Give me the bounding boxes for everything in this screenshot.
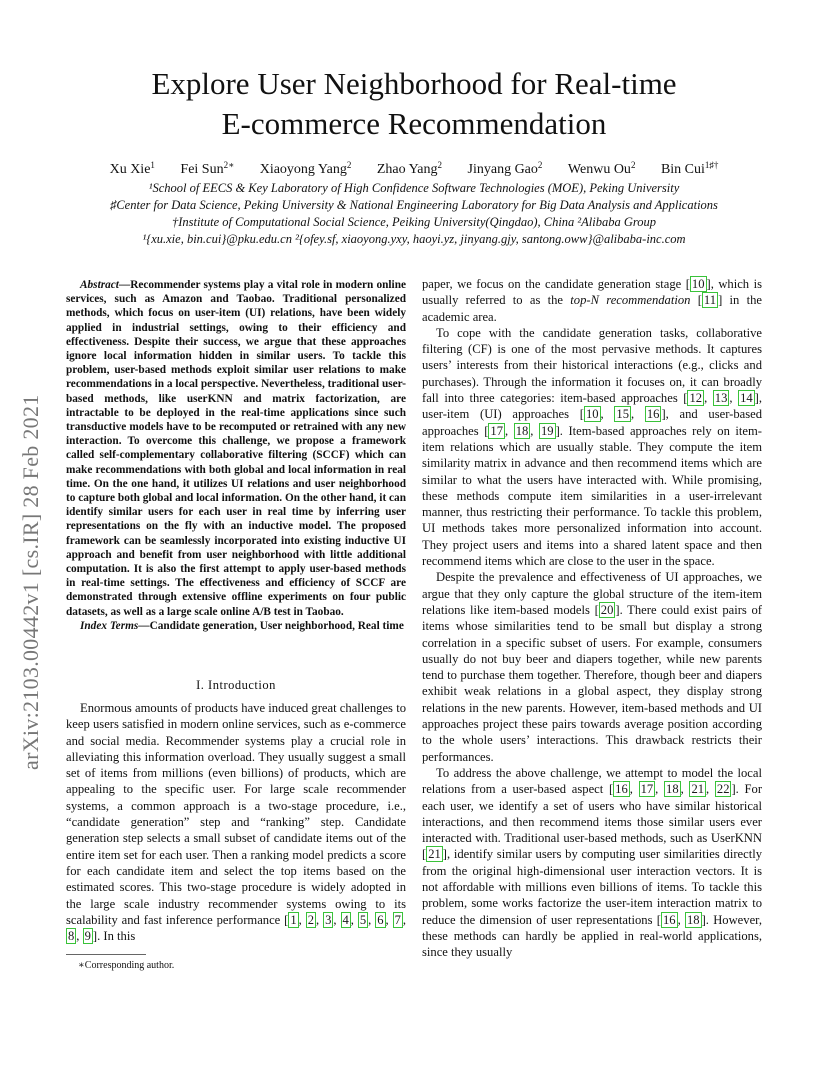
body-paragraph: Despite the prevalence and effectiveness of UI approaches, we argue that they only capture the global structure of the item-item relations like item-based models [ 20 ]. There could exist pairs of items whose similarities tend to be small but display a strong correlation in a specific subset of users. For example, consumers usually do not buy beer and diapers together, while new parents tend to purchase them together. Therefore, though beer and diapers exhibit weak relations in a global aspect, they display strong relations in the new parents. However, item-based methods and UI approaches project these pairs towards average position according to the whole users’ interactions. This drawback restricts their performances. [422, 570, 762, 764]
body-paragraph: To cope with the candidate generation tasks, collaborative filtering (CF) is one of the most pervasive methods. It captures users’ interests from their historical interactions (e.g., clicks and purchases). Through the information it focuses on, it can broadly fall into three categories: item-based approaches [ 12 , 13 , 14 ], user-item (UI) approaches [ 10 , 15 , 16 ], and user-based approaches [ 17 , 18 , 19 ]. Item-based approaches rely on item-item relations which are usually stable. They compute the item similarity matrix in advance and then recommend items which are similar to what the users have interacted with. While promising, these methods compute item similarities in a user-irrelevant manner, thus restricting their performance. To tackle this problem, UI methods takes more personalized information into account. They project users and items into a shared latent space and then recommend items which are close to the user in the space. [422, 325, 763, 569]
author: Fei Sun$^{2∗}$ [180, 160, 235, 177]
abstract [66, 278, 406, 633]
citation-link[interactable]: 2 [307, 912, 315, 927]
index-terms [66, 619, 406, 633]
author: Bin Cui$^{1♯\dagger}$ [660, 160, 719, 177]
citation-link[interactable]: 18 [686, 912, 700, 927]
author: Jinyang Gao$^2$ [467, 160, 543, 177]
citation-link[interactable]: 17 [490, 423, 503, 438]
citation-link[interactable]: 16 [615, 782, 628, 797]
citation-link[interactable]: 22 [716, 782, 730, 797]
citation-link[interactable]: 5 [359, 912, 367, 927]
citation-link[interactable]: 15 [616, 407, 629, 422]
title-line-1: Explore User Neighborhood for Real-time [151, 66, 677, 101]
citation-link[interactable]: 18 [515, 423, 529, 438]
citation-link[interactable]: 1 [290, 912, 297, 927]
citation-link[interactable]: 19 [540, 423, 554, 438]
citation-link[interactable]: 11 [703, 293, 717, 308]
citation-link[interactable]: 10 [585, 407, 599, 422]
author: Xiaoyong Yang$^2$ [259, 160, 352, 177]
abstract-text: —Recommender systems play a vital role in modern online services, such as Amazon and Taobao. Traditional personalized methods, which focus on user-item (UI) relations, have been widely applied in industrial settings, owing to their efficiency and effectiveness. Despite their success, we argue that these approaches ignore local information hidden in similar users. To tackle this problem, user-based methods exploit similar user relations to make recommendations in a local perspective. Nevertheless, traditional user-based methods, like userKNN and matrix factorization, are intractable to be deployed in the real-time applications since such transductive models have to be recomputed or retrained with any new interaction. To overcome this challenge, we propose a framework called self-complementary collaborative filtering (SCCF) which can make recommendations with both global and local information in real time. On the one hand, it utilizes UI relations and user neighborhood to capture both global and local information. On the other hand, it can identify similar users for each user in real time by inferring user representations on the fly with an inductive model. The proposed framework can be seamlessly incorporated into existing inductive UI approach and benefit from user neighborhood with little additional computation. It is also the first attempt to apply user-based methods in real-time settings. The effectiveness and efficiency of SCCF are demonstrated through extensive offline experiments on four public datasets, as well as a large scale online A/B test in Taobao. [66, 279, 406, 618]
citation-link[interactable]: 21 [428, 847, 441, 862]
section-heading: I. Introduction [196, 678, 276, 692]
citation-link[interactable]: 10 [691, 277, 705, 291]
footnote: ∗Corresponding author. [78, 960, 175, 971]
citation-link[interactable]: 13 [714, 391, 728, 406]
affiliations [40, 180, 788, 248]
body-paragraph: To address the above challenge, we attempt to model the local relations from a user-based aspect [ 16 , 17 , 18 , 21 , 22 ]. For each user, we identify a set of users who have similar historical interactions, and then recommend items those similar users ever interacted with. Traditional user-based methods, such as UserKNN [ 21 ], identify similar users by computing user similarities directly from the original high-dimensional user interaction vectors. It is not affordable with millions even billions of items. To tackle this problem, some works factorize the user-item interaction matrix to reduce the dimension of user representations [ 16 , 18 ]. However, these methods can hardly be applied in real-world applications, since they usually [422, 765, 763, 960]
citation-link[interactable]: 20 [600, 602, 614, 617]
index-terms-label: Index Terms [80, 619, 139, 632]
abstract-paragraph [66, 278, 406, 619]
body-paragraph: paper, we focus on the candidate generation stage [ 10 ], which is usually referred to as the top-N recommendation [ 11 ] in the academic area. [422, 277, 762, 324]
author: Zhao Yang$^2$ [376, 160, 443, 177]
affiliation-line: †Institute of Computational Social Science, Peiking University(Qingdao), China ²Alibaba Group [171, 215, 657, 229]
footnote-rule [66, 954, 146, 955]
affiliation-line: ¹School of EECS & Key Laboratory of High Confidence Software Technologies (MOE), Peking University [148, 181, 680, 195]
author: Wenwu Ou$^2$ [567, 160, 636, 177]
citation-link[interactable]: 6 [377, 912, 384, 927]
citation-link[interactable]: 21 [691, 782, 705, 797]
email-line: ¹{xu.xie, bin.cui}@pku.edu.cn ²{ofey.sf, xiaoyong.yxy, haoyi.yz, jinyang.gjy, santong.oww}@alibaba-inc.com [142, 232, 686, 246]
citation-link[interactable]: 8 [68, 929, 75, 944]
citation-link[interactable]: 16 [646, 407, 660, 422]
title-line-2: E-commerce Recommendation [221, 106, 607, 141]
index-terms-text: —Candidate generation, User neighborhood, Real time [138, 619, 404, 632]
citation-link[interactable]: 12 [689, 391, 703, 406]
arxiv-stamp: arXiv:2103.00442v1 [cs.IR] 28 Feb 2021 [18, 394, 43, 770]
intro-paragraph: Enormous amounts of products have induced great challenges to keep users satisfied in modern online services, such as e-commerce and social media. Recommender systems play a crucial role in alleviating this information overload. They usually suggest a small set of items from millions (even billions) of products, which are appealing to the specific user. For large scale recommender systems, a common approach is a two-stage procedure, i.e., “candidate generation” step and “ranking” step. Candidate generation step selects a small subset of candidate items out of the entire item set for each user. Then a ranking model predicts a score for each candidate item and select the top items based on the estimated scores. This two-stage procedure is widely adopted in the large scale industry recommender systems owing to its scalability and fast inference performance [ 1 , 2 , 3 , 4 , 5 , 6 , 7 , 8 , 9 ]. In this [66, 701, 407, 944]
citation-link[interactable]: 4 [342, 912, 349, 927]
citation-link[interactable]: 18 [666, 782, 679, 797]
abstract-label: Abstract [80, 279, 119, 291]
right-column-body [422, 276, 762, 960]
citation-link[interactable]: 7 [394, 912, 401, 927]
affiliation-line: ♯Center for Data Science, Peking University & National Engineering Laboratory for Big Data Analysis and Applications [110, 198, 718, 212]
left-column-body [66, 700, 406, 944]
citation-link[interactable]: 16 [662, 912, 676, 927]
citation-link[interactable]: 17 [640, 782, 654, 797]
paper-title [60, 64, 768, 144]
citation-link[interactable]: 14 [740, 391, 753, 406]
author-list [40, 160, 788, 178]
citation-link[interactable]: 9 [84, 929, 91, 944]
citation-link[interactable]: 3 [325, 912, 332, 927]
author: Xu Xie$^1$ [109, 160, 155, 177]
